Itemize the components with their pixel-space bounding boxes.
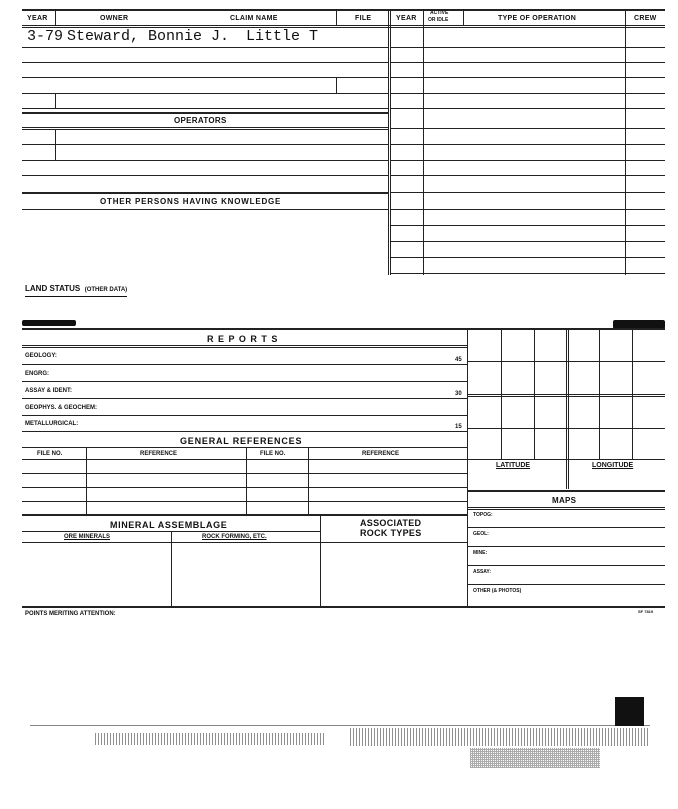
- report-engrg: ENGRG:: [25, 371, 49, 377]
- header-year-right: YEAR: [396, 15, 417, 22]
- rock-forming-label: ROCK FORMING, ETC.: [202, 534, 267, 540]
- report-geology: GEOLOGY:: [25, 353, 57, 359]
- report-assay-num: 30: [455, 391, 462, 397]
- form-number: SF 7819: [638, 609, 654, 614]
- ref-reference: REFERENCE: [140, 451, 178, 457]
- maps-assay: ASSAY:: [473, 569, 492, 575]
- report-geophys: GEOPHYS. & GEOCHEM:: [25, 405, 98, 411]
- entry-claim: Little T: [246, 28, 319, 45]
- entry-year: 3-79: [27, 28, 64, 45]
- reports-title: R E P O R T S: [207, 334, 279, 344]
- report-metallurgical: METALLURGICAL:: [25, 421, 79, 427]
- other-persons-heading: OTHER PERSONS HAVING KNOWLEDGE: [100, 197, 282, 206]
- maps-mine: MINE:: [473, 550, 488, 556]
- header-owner: OWNER: [100, 15, 129, 22]
- header-file: FILE: [355, 15, 372, 22]
- rock-types-label: ROCK TYPES: [360, 528, 422, 538]
- points-meriting-attention: POINTS MERITING ATTENTION:: [25, 611, 116, 617]
- header-type-of-operation: TYPE OF OPERATION: [498, 15, 577, 22]
- maps-topog: TOPOG:: [473, 512, 493, 518]
- header-crew: CREW: [634, 15, 657, 22]
- header-year: YEAR: [27, 15, 48, 22]
- mineral-assemblage-title: MINERAL ASSEMBLAGE: [110, 520, 228, 530]
- report-geology-num: 45: [455, 357, 462, 363]
- report-metallurgical-num: 15: [455, 424, 462, 430]
- header-active: ACTIVE: [430, 10, 449, 16]
- punch-mark-left: [22, 320, 76, 326]
- maps-title: MAPS: [552, 496, 577, 505]
- ref-file-no-2: FILE NO.: [260, 451, 286, 457]
- maps-geol: GEOL:: [473, 531, 489, 537]
- corner-block: [615, 697, 644, 726]
- top-border: [22, 9, 665, 11]
- header-bottom-rule: [22, 25, 665, 26]
- left-right-divider: [388, 10, 389, 275]
- report-assay: ASSAY & IDENT:: [25, 388, 73, 394]
- associated-label: ASSOCIATED: [360, 518, 422, 528]
- operators-heading: OPERATORS: [174, 116, 227, 125]
- header-or-idle: OR IDLE: [428, 17, 449, 23]
- latitude-label: LATITUDE: [496, 462, 531, 469]
- ore-minerals-label: ORE MINERALS: [64, 534, 111, 540]
- general-references-title: GENERAL REFERENCES: [180, 436, 303, 446]
- entry-owner: Steward, Bonnie J.: [67, 28, 230, 45]
- maps-other: OTHER (& PHOTOS): [473, 588, 522, 594]
- header-claim-name: CLAIM NAME: [230, 15, 278, 22]
- ref-reference-2: REFERENCE: [362, 451, 400, 457]
- longitude-label: LONGITUDE: [592, 462, 634, 469]
- land-status-label: LAND STATUS (OTHER DATA): [25, 278, 127, 297]
- ref-file-no: FILE NO.: [37, 451, 63, 457]
